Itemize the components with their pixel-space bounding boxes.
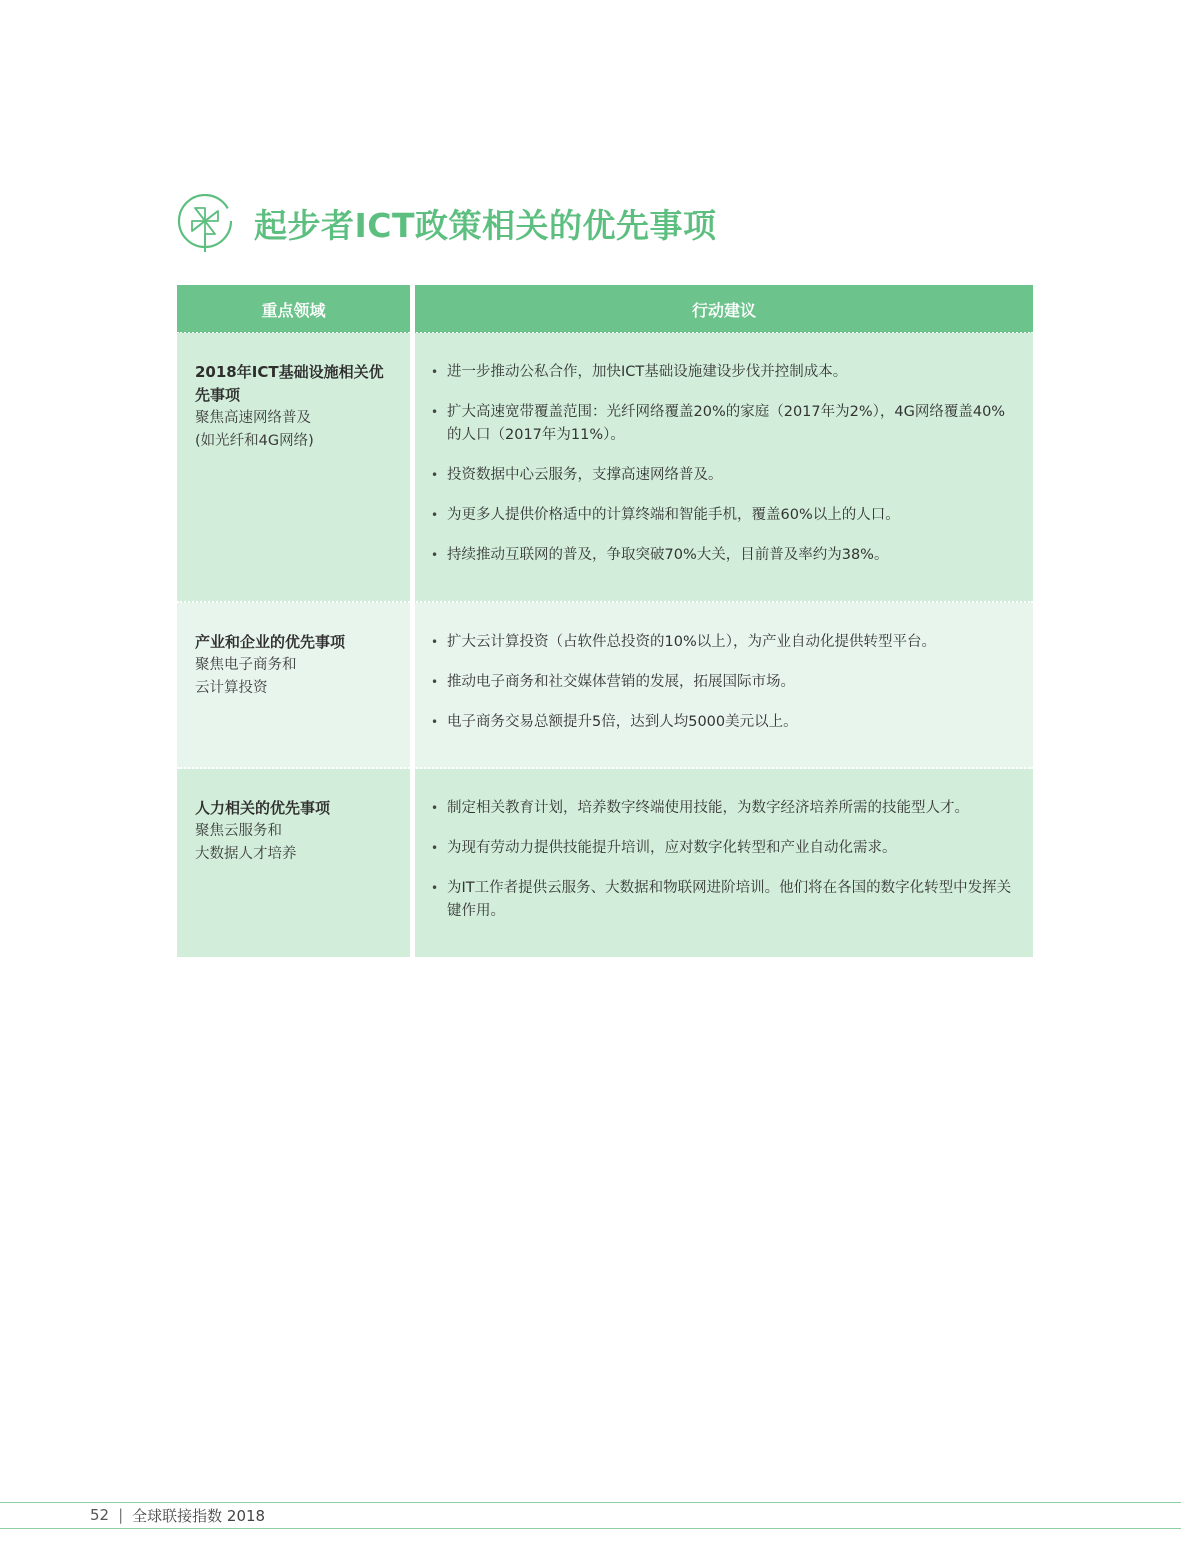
header-focus-area: 重点领域 bbox=[177, 285, 410, 333]
page-number: 52 bbox=[90, 1506, 110, 1524]
action-cell bbox=[415, 333, 1033, 603]
table-row bbox=[177, 603, 1033, 769]
action-cell bbox=[415, 603, 1033, 769]
action-item: • 为现有劳动力提供技能提升培训，应对数字化转型和产业自动化需求。 bbox=[431, 837, 1017, 860]
focus-area-subtitle: 聚焦电子商务和 bbox=[195, 657, 297, 673]
focus-area-subtitle: 大数据人才培养 bbox=[195, 846, 297, 862]
action-item: • 投资数据中心云服务，支撑高速网络普及。 bbox=[431, 464, 1017, 487]
action-item: • 电子商务交易总额提升5倍，达到人均5000美元以上。 bbox=[431, 711, 1017, 734]
focus-area-title: 人力相关的优先事项 bbox=[195, 799, 331, 817]
focus-area-subtitle: (如光纤和4G网络) bbox=[195, 433, 314, 449]
footer-divider-top bbox=[0, 1502, 1181, 1503]
priority-table bbox=[177, 285, 1033, 957]
page-footer bbox=[90, 1505, 265, 1525]
focus-area-subtitle: 聚焦云服务和 bbox=[195, 823, 282, 839]
action-item: • 进一步推动公私合作，加快ICT基础设施建设步伐并控制成本。 bbox=[431, 361, 1017, 384]
focus-area-cell bbox=[177, 333, 410, 603]
action-item: • 制定相关教育计划，培养数字终端使用技能，为数字经济培养所需的技能型人才。 bbox=[431, 797, 1017, 820]
focus-area-subtitle: 聚焦高速网络普及 bbox=[195, 410, 311, 426]
table-header-row bbox=[177, 285, 1033, 333]
table-row bbox=[177, 769, 1033, 957]
focus-area-cell bbox=[177, 603, 410, 769]
action-item: • 为IT工作者提供云服务、大数据和物联网进阶培训。他们将在各国的数字化转型中发挥关键作用。 bbox=[431, 877, 1017, 923]
focus-area-title: 2018年ICT基础设施相关优先事项 bbox=[195, 363, 384, 404]
action-cell bbox=[415, 769, 1033, 957]
publication-title: 全球联接指数 2018 bbox=[132, 1506, 266, 1525]
pinwheel-icon bbox=[176, 194, 234, 252]
action-item: • 持续推动互联网的普及，争取突破70%大关，目前普及率约为38%。 bbox=[431, 544, 1017, 567]
focus-area-title: 产业和企业的优先事项 bbox=[195, 633, 346, 651]
page-title-block bbox=[176, 193, 717, 253]
action-item: • 扩大高速宽带覆盖范围：光纤网络覆盖20%的家庭（2017年为2%），4G网络覆盖40%的人口（2017年为11%）。 bbox=[431, 401, 1017, 447]
header-action-suggestions: 行动建议 bbox=[415, 285, 1033, 333]
page-title: 起步者ICT政策相关的优先事项 bbox=[254, 205, 717, 245]
table-row bbox=[177, 333, 1033, 603]
focus-area-cell bbox=[177, 769, 410, 957]
focus-area-subtitle: 云计算投资 bbox=[195, 680, 268, 696]
action-item: • 为更多人提供价格适中的计算终端和智能手机，覆盖60%以上的人口。 bbox=[431, 504, 1017, 527]
action-item: • 扩大云计算投资（占软件总投资的10%以上），为产业自动化提供转型平台。 bbox=[431, 631, 1017, 654]
action-item: • 推动电子商务和社交媒体营销的发展，拓展国际市场。 bbox=[431, 671, 1017, 694]
footer-separator: | bbox=[118, 1506, 124, 1524]
footer-divider-bottom bbox=[0, 1528, 1181, 1529]
